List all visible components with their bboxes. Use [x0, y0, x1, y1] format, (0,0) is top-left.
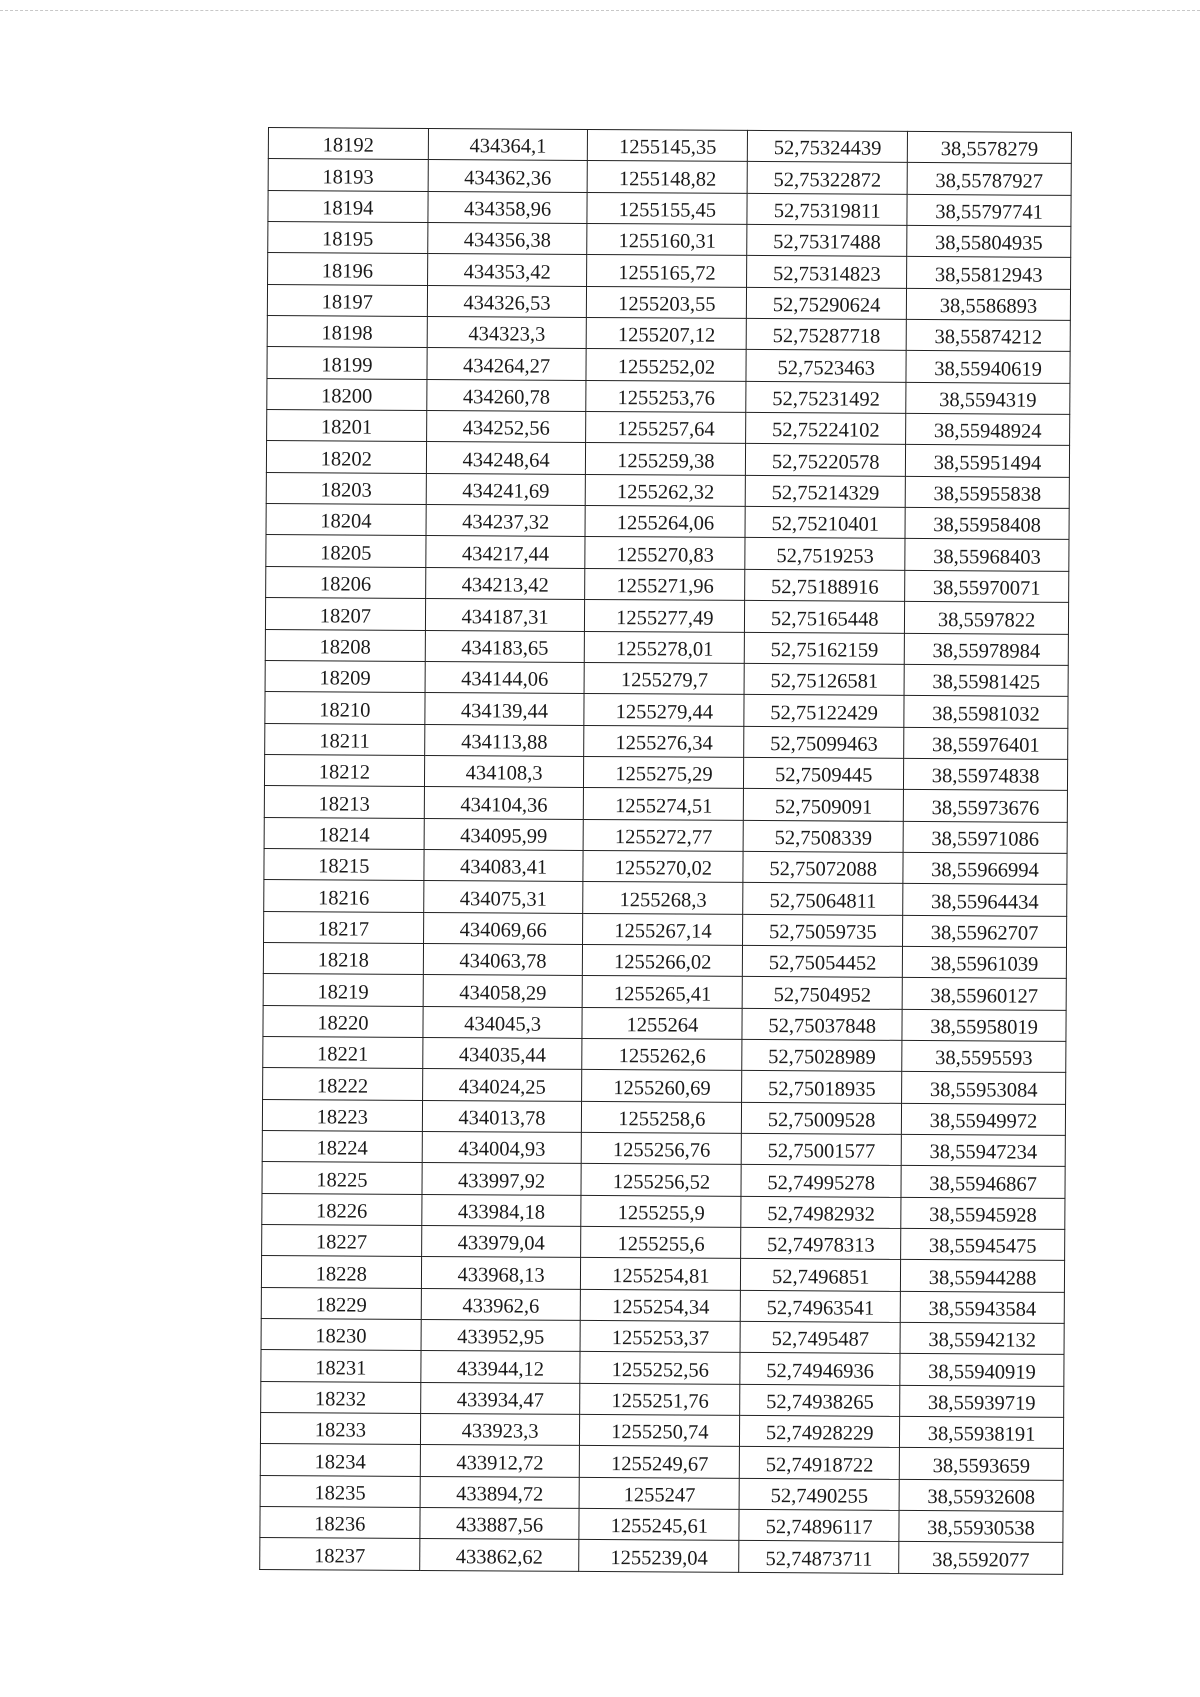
- x-coordinate-cell: 434364,1: [428, 128, 588, 160]
- point-number-cell: 18197: [267, 284, 427, 316]
- longitude-cell: 38,55804935: [907, 225, 1071, 257]
- latitude-cell: 52,75162159: [745, 632, 905, 664]
- table-row: [261, 1287, 1064, 1323]
- longitude-cell: 38,55945475: [901, 1228, 1065, 1260]
- y-coordinate-cell: 1255274,51: [584, 788, 744, 820]
- y-coordinate-cell: 1255247: [580, 1477, 740, 1509]
- longitude-cell: 38,55942132: [900, 1322, 1064, 1354]
- y-coordinate-cell: 1255268,3: [583, 882, 743, 914]
- x-coordinate-cell: 433979,04: [421, 1225, 581, 1257]
- x-coordinate-cell: 434353,42: [427, 254, 587, 286]
- latitude-cell: 52,75231492: [746, 381, 906, 413]
- point-number-cell: 18208: [265, 629, 425, 661]
- point-number-cell: 18232: [261, 1381, 421, 1413]
- y-coordinate-cell: 1255264: [582, 1007, 742, 1039]
- point-number-cell: 18216: [264, 880, 424, 912]
- longitude-cell: 38,55968403: [905, 539, 1069, 571]
- table-row: [261, 1319, 1064, 1355]
- latitude-cell: 52,75001577: [741, 1133, 901, 1165]
- y-coordinate-cell: 1255266,02: [583, 944, 743, 976]
- x-coordinate-cell: 434069,66: [423, 912, 583, 944]
- longitude-cell: 38,55938191: [900, 1416, 1064, 1448]
- y-coordinate-cell: 1255253,37: [580, 1320, 740, 1352]
- table-row: [262, 1099, 1065, 1135]
- latitude-cell: 52,75220578: [746, 444, 906, 476]
- x-coordinate-cell: 434358,96: [428, 191, 588, 223]
- longitude-cell: 38,55951494: [906, 445, 1070, 477]
- x-coordinate-cell: 434095,99: [424, 818, 584, 850]
- longitude-cell: 38,5592077: [899, 1542, 1063, 1574]
- longitude-cell: 38,5593659: [899, 1448, 1063, 1480]
- latitude-cell: 52,75322872: [747, 162, 907, 194]
- y-coordinate-cell: 1255271,96: [585, 568, 745, 600]
- point-number-cell: 18224: [262, 1130, 422, 1162]
- longitude-cell: 38,55944288: [901, 1260, 1065, 1292]
- table-row: [266, 566, 1069, 602]
- point-number-cell: 18231: [261, 1350, 421, 1382]
- longitude-cell: 38,55958019: [902, 1009, 1066, 1041]
- point-number-cell: 18233: [260, 1413, 420, 1445]
- table-row: [267, 316, 1070, 352]
- point-number-cell: 18200: [267, 378, 427, 410]
- x-coordinate-cell: 434326,53: [427, 285, 587, 317]
- x-coordinate-cell: 434083,41: [424, 849, 584, 881]
- latitude-cell: 52,74946936: [740, 1353, 900, 1385]
- table-row: [266, 504, 1069, 540]
- table-row: [263, 1068, 1066, 1104]
- longitude-cell: 38,55958408: [905, 508, 1069, 540]
- x-coordinate-cell: 433923,3: [420, 1414, 580, 1446]
- y-coordinate-cell: 1255279,7: [585, 662, 745, 694]
- point-number-cell: 18196: [268, 253, 428, 285]
- x-coordinate-cell: 434113,88: [424, 724, 584, 756]
- table-row: [267, 378, 1070, 414]
- latitude-cell: 52,74963541: [740, 1290, 900, 1322]
- longitude-cell: 38,55930538: [899, 1511, 1063, 1543]
- x-coordinate-cell: 434063,78: [423, 943, 583, 975]
- point-number-cell: 18204: [266, 504, 426, 536]
- table-row: [264, 880, 1067, 916]
- y-coordinate-cell: 1255278,01: [585, 631, 745, 663]
- table-row: [268, 159, 1071, 195]
- y-coordinate-cell: 1255260,69: [582, 1070, 742, 1102]
- latitude-cell: 52,74918722: [740, 1447, 900, 1479]
- x-coordinate-cell: 434104,36: [424, 787, 584, 819]
- coordinates-table: [259, 127, 1072, 1575]
- longitude-cell: 38,55939719: [900, 1385, 1064, 1417]
- table-row: [263, 1005, 1066, 1041]
- y-coordinate-cell: 1255251,76: [580, 1383, 740, 1415]
- table-row: [262, 1162, 1065, 1198]
- x-coordinate-cell: 433862,62: [419, 1539, 579, 1571]
- y-coordinate-cell: 1255250,74: [580, 1415, 740, 1447]
- latitude-cell: 52,75054452: [743, 945, 903, 977]
- table-row: [268, 222, 1071, 258]
- longitude-cell: 38,55940919: [900, 1354, 1064, 1386]
- point-number-cell: 18227: [262, 1225, 422, 1257]
- point-number-cell: 18218: [263, 942, 423, 974]
- longitude-cell: 38,55960127: [902, 978, 1066, 1010]
- point-number-cell: 18198: [267, 316, 427, 348]
- x-coordinate-cell: 433997,92: [422, 1163, 582, 1195]
- point-number-cell: 18206: [266, 566, 426, 598]
- y-coordinate-cell: 1255276,34: [584, 725, 744, 757]
- latitude-cell: 52,75188916: [745, 569, 905, 601]
- y-coordinate-cell: 1255279,44: [584, 694, 744, 726]
- table-row: [261, 1381, 1064, 1417]
- table-row: [268, 190, 1071, 226]
- point-number-cell: 18210: [265, 692, 425, 724]
- table-row: [266, 441, 1069, 477]
- x-coordinate-cell: 434362,36: [428, 160, 588, 192]
- table-row: [260, 1507, 1063, 1543]
- point-number-cell: 18207: [265, 598, 425, 630]
- longitude-cell: 38,55953084: [902, 1072, 1066, 1104]
- point-number-cell: 18230: [261, 1319, 421, 1351]
- longitude-cell: 38,55978984: [904, 633, 1068, 665]
- x-coordinate-cell: 434024,25: [422, 1069, 582, 1101]
- point-number-cell: 18223: [262, 1099, 422, 1131]
- table-row: [260, 1444, 1063, 1480]
- longitude-cell: 38,55981425: [904, 664, 1068, 696]
- y-coordinate-cell: 1255264,06: [585, 506, 745, 538]
- longitude-cell: 38,55947234: [901, 1134, 1065, 1166]
- table-row: [268, 253, 1071, 289]
- point-number-cell: 18203: [266, 472, 426, 504]
- point-number-cell: 18212: [264, 754, 424, 786]
- x-coordinate-cell: 433984,18: [421, 1194, 581, 1226]
- x-coordinate-cell: 434187,31: [425, 599, 585, 631]
- table-row: [267, 410, 1070, 446]
- latitude-cell: 52,7509445: [744, 757, 904, 789]
- table-row: [260, 1413, 1063, 1449]
- latitude-cell: 52,75317488: [747, 224, 907, 256]
- longitude-cell: 38,55943584: [900, 1291, 1064, 1323]
- longitude-cell: 38,5586893: [906, 288, 1070, 320]
- longitude-cell: 38,55874212: [906, 319, 1070, 351]
- point-number-cell: 18199: [267, 347, 427, 379]
- y-coordinate-cell: 1255255,6: [581, 1226, 741, 1258]
- longitude-cell: 38,55946867: [901, 1166, 1065, 1198]
- table-row: [262, 1225, 1065, 1261]
- table-row: [265, 629, 1068, 665]
- table-row: [267, 347, 1070, 383]
- point-number-cell: 18211: [265, 723, 425, 755]
- longitude-cell: 38,5595593: [902, 1040, 1066, 1072]
- table-row: [265, 723, 1068, 759]
- point-number-cell: 18226: [262, 1193, 422, 1225]
- longitude-cell: 38,55955838: [905, 476, 1069, 508]
- point-number-cell: 18217: [264, 911, 424, 943]
- latitude-cell: 52,75290624: [747, 287, 907, 319]
- longitude-cell: 38,55787927: [907, 163, 1071, 195]
- longitude-cell: 38,55971086: [903, 821, 1067, 853]
- point-number-cell: 18237: [260, 1538, 420, 1570]
- point-number-cell: 18202: [266, 441, 426, 473]
- longitude-cell: 38,55940619: [906, 351, 1070, 383]
- point-number-cell: 18195: [268, 222, 428, 254]
- x-coordinate-cell: 433934,47: [420, 1382, 580, 1414]
- point-number-cell: 18220: [263, 1005, 423, 1037]
- table-row: [267, 284, 1070, 320]
- x-coordinate-cell: 434264,27: [427, 348, 587, 380]
- longitude-cell: 38,55962707: [903, 915, 1067, 947]
- table-row: [262, 1130, 1065, 1166]
- latitude-cell: 52,74928229: [740, 1416, 900, 1448]
- x-coordinate-cell: 433968,13: [421, 1257, 581, 1289]
- latitude-cell: 52,75064811: [743, 883, 903, 915]
- coordinates-table-body: [260, 128, 1072, 1575]
- x-coordinate-cell: 434237,32: [426, 505, 586, 537]
- latitude-cell: 52,75319811: [747, 193, 907, 225]
- table-row: [263, 1036, 1066, 1072]
- x-coordinate-cell: 433944,12: [421, 1351, 581, 1383]
- x-coordinate-cell: 433887,56: [420, 1508, 580, 1540]
- table-row: [263, 942, 1066, 978]
- latitude-cell: 52,7523463: [746, 350, 906, 382]
- latitude-cell: 52,75018935: [742, 1071, 902, 1103]
- x-coordinate-cell: 434075,31: [423, 881, 583, 913]
- x-coordinate-cell: 434260,78: [426, 379, 586, 411]
- table-row: [264, 817, 1067, 853]
- latitude-cell: 52,75028989: [742, 1039, 902, 1071]
- point-number-cell: 18209: [265, 660, 425, 692]
- point-number-cell: 18234: [260, 1444, 420, 1476]
- point-number-cell: 18225: [262, 1162, 422, 1194]
- latitude-cell: 52,75214329: [745, 475, 905, 507]
- y-coordinate-cell: 1255203,55: [587, 286, 747, 318]
- latitude-cell: 52,7504952: [742, 977, 902, 1009]
- x-coordinate-cell: 433912,72: [420, 1445, 580, 1477]
- table-row: [265, 660, 1068, 696]
- longitude-cell: 38,55976401: [904, 727, 1068, 759]
- y-coordinate-cell: 1255275,29: [584, 756, 744, 788]
- y-coordinate-cell: 1255258,6: [582, 1101, 742, 1133]
- table-row: [264, 848, 1067, 884]
- table-row: [261, 1256, 1064, 1292]
- latitude-cell: 52,7509091: [744, 789, 904, 821]
- x-coordinate-cell: 434144,06: [425, 661, 585, 693]
- latitude-cell: 52,7508339: [743, 820, 903, 852]
- table-row: [266, 535, 1069, 571]
- x-coordinate-cell: 434252,56: [426, 411, 586, 443]
- x-coordinate-cell: 433894,72: [420, 1476, 580, 1508]
- x-coordinate-cell: 434241,69: [426, 473, 586, 505]
- latitude-cell: 52,74982932: [741, 1196, 901, 1228]
- point-number-cell: 18215: [264, 848, 424, 880]
- y-coordinate-cell: 1255155,45: [587, 192, 747, 224]
- y-coordinate-cell: 1255239,04: [579, 1540, 739, 1572]
- point-number-cell: 18201: [267, 410, 427, 442]
- point-number-cell: 18194: [268, 190, 428, 222]
- y-coordinate-cell: 1255262,6: [582, 1038, 742, 1070]
- latitude-cell: 52,75165448: [745, 601, 905, 633]
- latitude-cell: 52,75126581: [744, 663, 904, 695]
- x-coordinate-cell: 433962,6: [421, 1288, 581, 1320]
- table-row: [266, 472, 1069, 508]
- x-coordinate-cell: 434035,44: [422, 1037, 582, 1069]
- x-coordinate-cell: 434004,93: [422, 1131, 582, 1163]
- y-coordinate-cell: 1255256,76: [582, 1132, 742, 1164]
- y-coordinate-cell: 1255270,02: [583, 850, 743, 882]
- latitude-cell: 52,75224102: [746, 413, 906, 445]
- latitude-cell: 52,74873711: [739, 1541, 899, 1573]
- table-row: [263, 974, 1066, 1010]
- point-number-cell: 18214: [264, 817, 424, 849]
- y-coordinate-cell: 1255267,14: [583, 913, 743, 945]
- longitude-cell: 38,55966994: [903, 852, 1067, 884]
- x-coordinate-cell: 433952,95: [421, 1320, 581, 1352]
- y-coordinate-cell: 1255145,35: [588, 129, 748, 161]
- table-row: [268, 128, 1071, 164]
- y-coordinate-cell: 1255249,67: [580, 1446, 740, 1478]
- point-number-cell: 18192: [268, 128, 428, 160]
- x-coordinate-cell: 434356,38: [427, 223, 587, 255]
- latitude-cell: 52,7519253: [745, 538, 905, 570]
- latitude-cell: 52,75009528: [742, 1102, 902, 1134]
- point-number-cell: 18229: [261, 1287, 421, 1319]
- latitude-cell: 52,75122429: [744, 695, 904, 727]
- latitude-cell: 52,75037848: [742, 1008, 902, 1040]
- y-coordinate-cell: 1255253,76: [586, 380, 746, 412]
- longitude-cell: 38,5594319: [906, 382, 1070, 414]
- longitude-cell: 38,55797741: [907, 194, 1071, 226]
- y-coordinate-cell: 1255255,9: [581, 1195, 741, 1227]
- x-coordinate-cell: 434045,3: [423, 1006, 583, 1038]
- longitude-cell: 38,55945928: [901, 1197, 1065, 1229]
- longitude-cell: 38,55961039: [902, 946, 1066, 978]
- longitude-cell: 38,55948924: [906, 413, 1070, 445]
- latitude-cell: 52,74978313: [741, 1227, 901, 1259]
- y-coordinate-cell: 1255256,52: [581, 1164, 741, 1196]
- table-row: [264, 911, 1067, 947]
- y-coordinate-cell: 1255165,72: [587, 255, 747, 287]
- point-number-cell: 18205: [266, 535, 426, 567]
- y-coordinate-cell: 1255252,56: [580, 1352, 740, 1384]
- longitude-cell: 38,55981032: [904, 696, 1068, 728]
- y-coordinate-cell: 1255207,12: [587, 318, 747, 350]
- x-coordinate-cell: 434213,42: [425, 567, 585, 599]
- y-coordinate-cell: 1255254,34: [581, 1289, 741, 1321]
- y-coordinate-cell: 1255252,02: [586, 349, 746, 381]
- y-coordinate-cell: 1255272,77: [584, 819, 744, 851]
- longitude-cell: 38,55973676: [903, 790, 1067, 822]
- latitude-cell: 52,75210401: [745, 507, 905, 539]
- latitude-cell: 52,75099463: [744, 726, 904, 758]
- y-coordinate-cell: 1255160,31: [587, 223, 747, 255]
- longitude-cell: 38,55932608: [899, 1479, 1063, 1511]
- longitude-cell: 38,55812943: [907, 257, 1071, 289]
- table-row: [261, 1350, 1064, 1386]
- y-coordinate-cell: 1255259,38: [586, 443, 746, 475]
- point-number-cell: 18221: [263, 1036, 423, 1068]
- y-coordinate-cell: 1255148,82: [588, 161, 748, 193]
- table-row: [262, 1193, 1065, 1229]
- y-coordinate-cell: 1255257,64: [586, 412, 746, 444]
- latitude-cell: 52,74995278: [741, 1165, 901, 1197]
- x-coordinate-cell: 434248,64: [426, 442, 586, 474]
- longitude-cell: 38,55964434: [903, 884, 1067, 916]
- longitude-cell: 38,55970071: [905, 570, 1069, 602]
- point-number-cell: 18228: [261, 1256, 421, 1288]
- longitude-cell: 38,55974838: [904, 758, 1068, 790]
- latitude-cell: 52,75314823: [747, 256, 907, 288]
- point-number-cell: 18219: [263, 974, 423, 1006]
- point-number-cell: 18193: [268, 159, 428, 191]
- longitude-cell: 38,5578279: [907, 131, 1071, 163]
- y-coordinate-cell: 1255254,81: [581, 1258, 741, 1290]
- latitude-cell: 52,75287718: [746, 318, 906, 350]
- x-coordinate-cell: 434183,65: [425, 630, 585, 662]
- y-coordinate-cell: 1255262,32: [586, 474, 746, 506]
- longitude-cell: 38,5597822: [905, 602, 1069, 634]
- table-row: [264, 786, 1067, 822]
- x-coordinate-cell: 434013,78: [422, 1100, 582, 1132]
- x-coordinate-cell: 434323,3: [427, 317, 587, 349]
- latitude-cell: 52,75059735: [743, 914, 903, 946]
- point-number-cell: 18235: [260, 1475, 420, 1507]
- y-coordinate-cell: 1255270,83: [585, 537, 745, 569]
- y-coordinate-cell: 1255265,41: [583, 976, 743, 1008]
- latitude-cell: 52,7490255: [739, 1478, 899, 1510]
- y-coordinate-cell: 1255277,49: [585, 600, 745, 632]
- x-coordinate-cell: 434217,44: [426, 536, 586, 568]
- x-coordinate-cell: 434139,44: [425, 693, 585, 725]
- table-row: [265, 692, 1068, 728]
- point-number-cell: 18222: [263, 1068, 423, 1100]
- table-row: [260, 1475, 1063, 1511]
- latitude-cell: 52,75324439: [748, 130, 908, 162]
- latitude-cell: 52,74938265: [740, 1384, 900, 1416]
- longitude-cell: 38,55949972: [901, 1103, 1065, 1135]
- latitude-cell: 52,74896117: [739, 1510, 899, 1542]
- point-number-cell: 18213: [264, 786, 424, 818]
- table-row: [264, 754, 1067, 790]
- latitude-cell: 52,75072088: [743, 851, 903, 883]
- table-row: [265, 598, 1068, 634]
- table-row: [260, 1538, 1063, 1574]
- latitude-cell: 52,7495487: [740, 1321, 900, 1353]
- x-coordinate-cell: 434108,3: [424, 755, 584, 787]
- y-coordinate-cell: 1255245,61: [579, 1509, 739, 1541]
- scan-edge-line: [0, 10, 1200, 11]
- x-coordinate-cell: 434058,29: [423, 975, 583, 1007]
- latitude-cell: 52,7496851: [741, 1259, 901, 1291]
- point-number-cell: 18236: [260, 1507, 420, 1539]
